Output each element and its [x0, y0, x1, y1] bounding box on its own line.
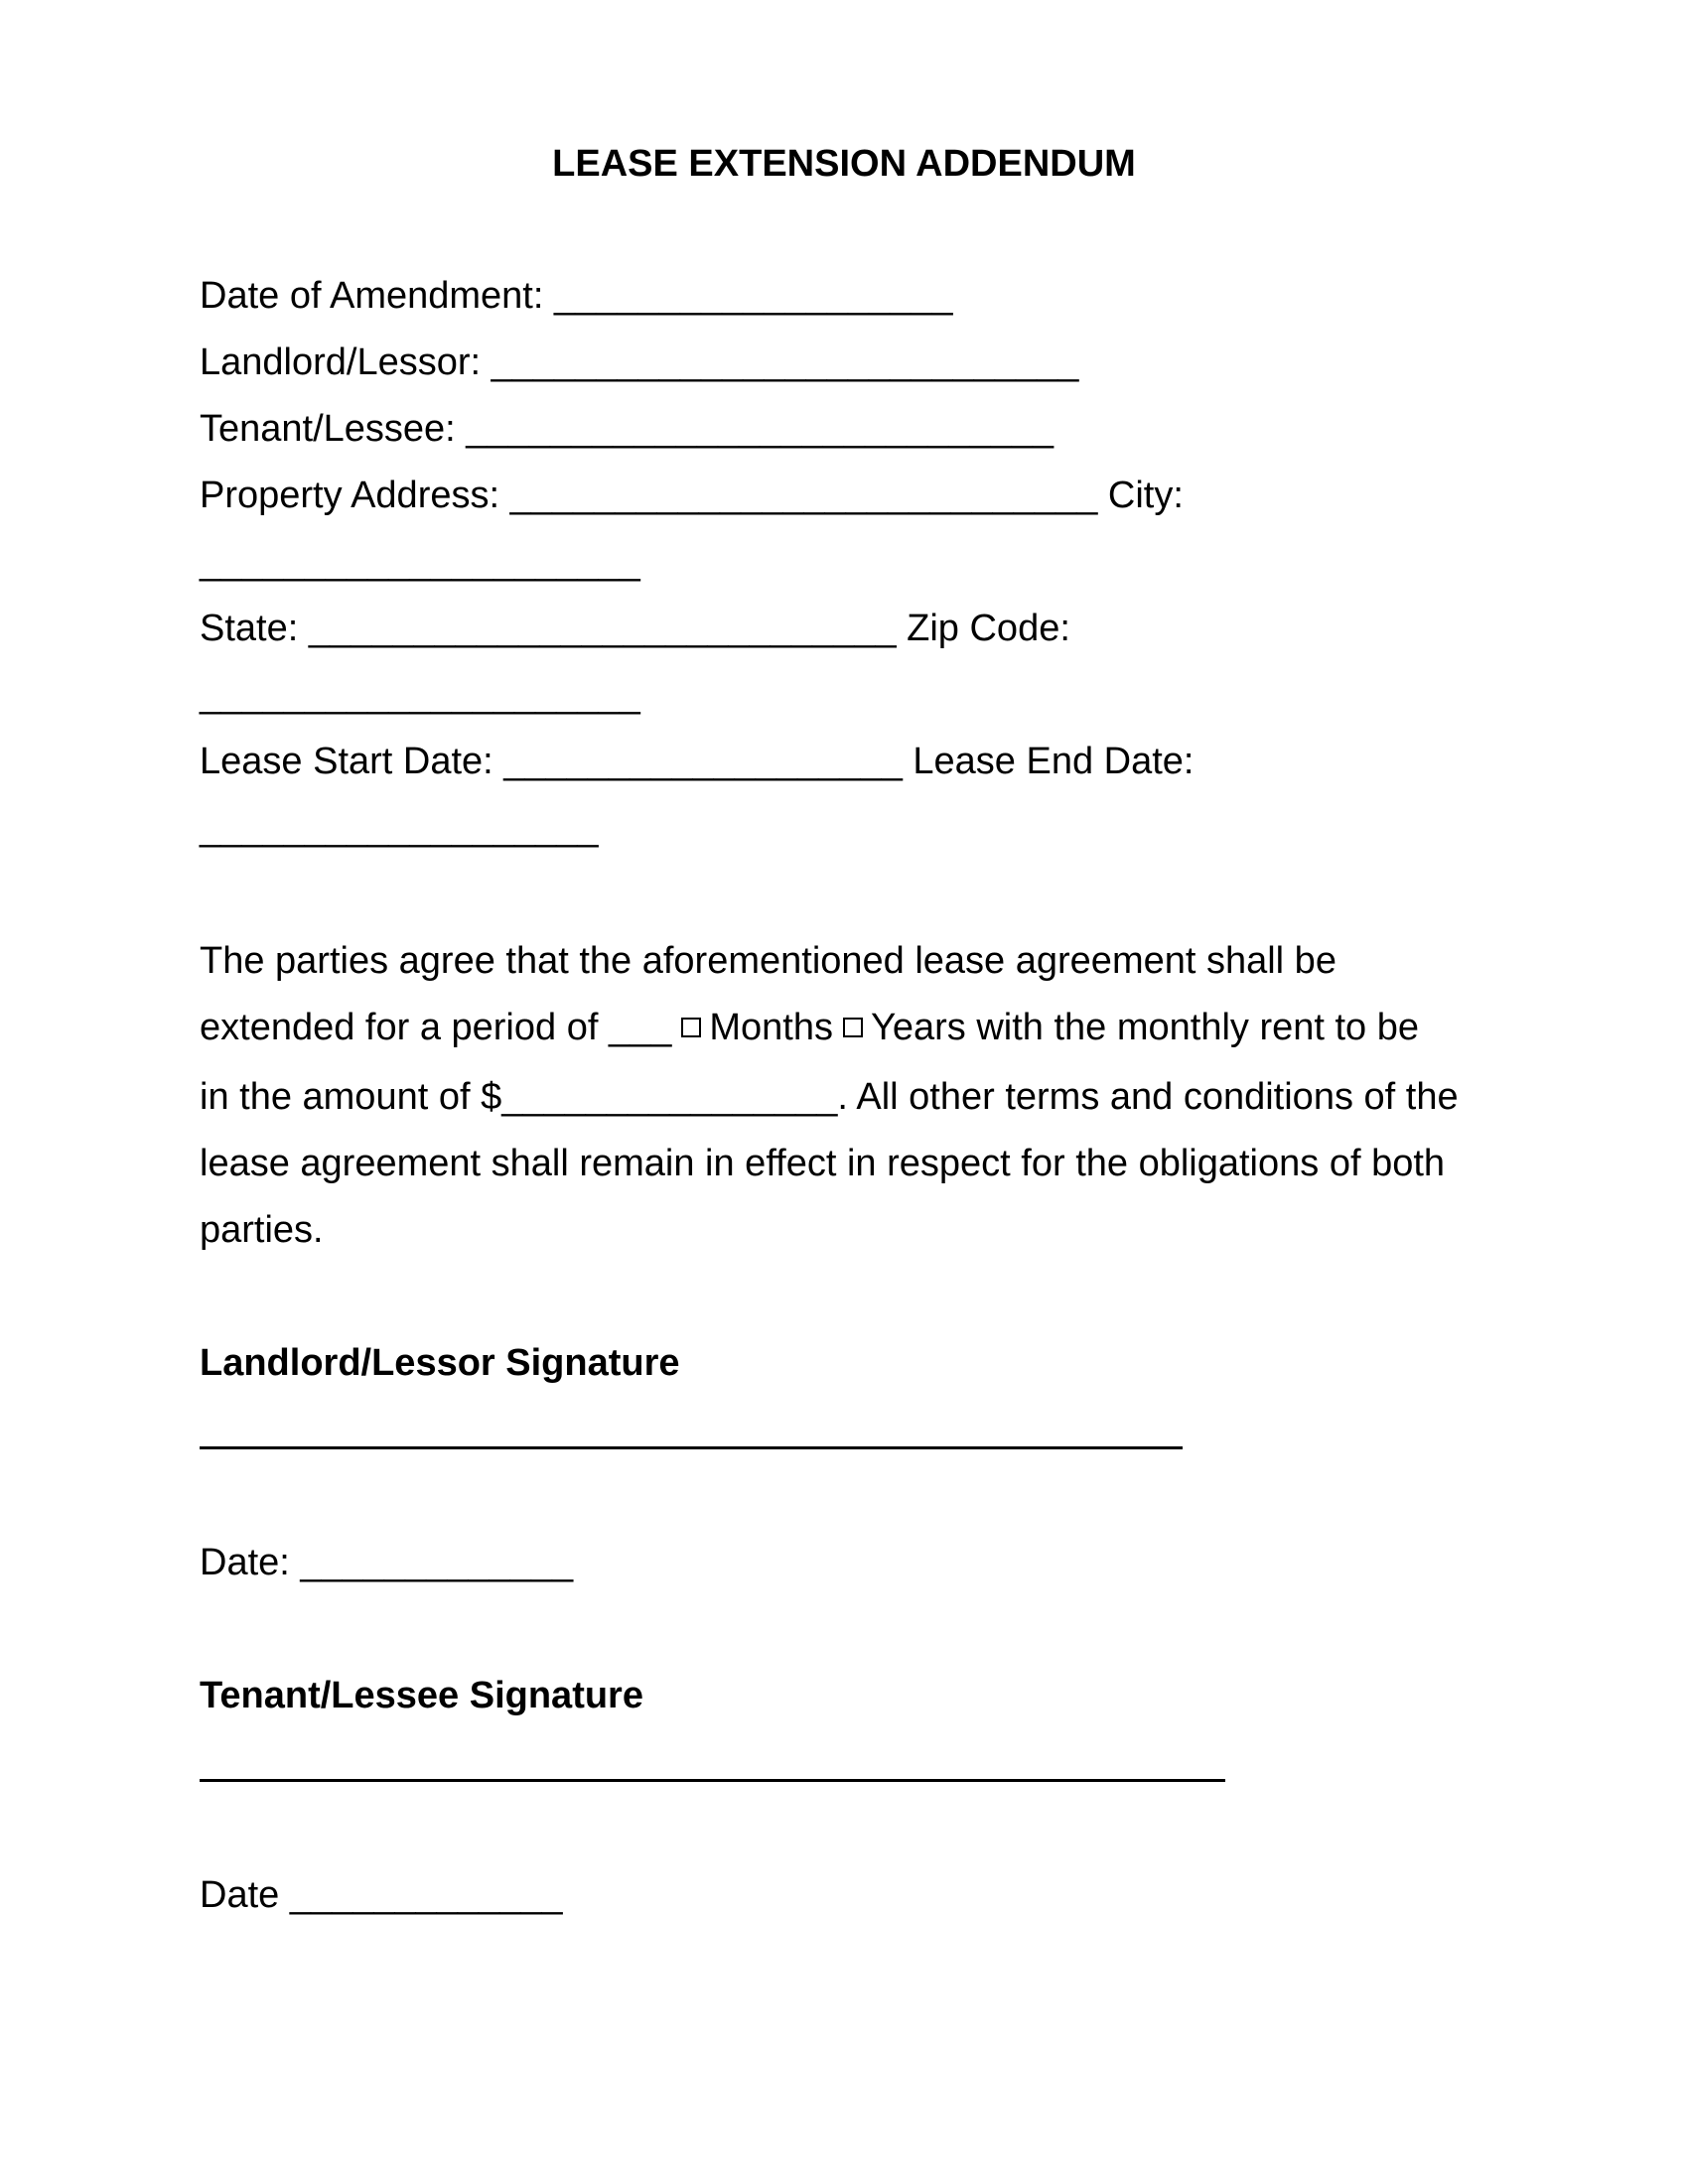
- tenant-field[interactable]: Tenant/Lessee: ____________________________: [200, 408, 1055, 450]
- date-of-amendment-field[interactable]: Date of Amendment: ___________________: [200, 275, 953, 317]
- tenant-date-field[interactable]: Date _____________: [200, 1874, 563, 1916]
- landlord-field[interactable]: Landlord/Lessor: ____________________________: [200, 341, 1079, 383]
- lease-end-date-field[interactable]: ___________________: [200, 807, 599, 849]
- agreement-line-5: parties.: [200, 1209, 324, 1251]
- agreement-line-4: lease agreement shall remain in effect in respect for the obligations of both: [200, 1143, 1446, 1184]
- city-field[interactable]: _____________________: [200, 541, 640, 583]
- agreement-line-2: [200, 1003, 1419, 1052]
- months-checkbox[interactable]: [681, 1018, 701, 1037]
- tenant-signature-heading: Tenant/Lessee Signature: [200, 1675, 643, 1716]
- tenant-signature-line[interactable]: [200, 1779, 1225, 1782]
- extension-period-text[interactable]: extended for a period of ___: [200, 1007, 672, 1048]
- agreement-line-1: The parties agree that the aforementioned lease agreement shall be: [200, 940, 1336, 982]
- state-zip-field[interactable]: State: ____________________________ Zip Code:: [200, 608, 1070, 649]
- landlord-date-field[interactable]: Date: _____________: [200, 1542, 574, 1583]
- zip-code-field[interactable]: _____________________: [200, 674, 640, 716]
- property-address-field[interactable]: Property Address: ____________________________ City:: [200, 475, 1184, 516]
- years-label: Years with the monthly rent to be: [870, 1007, 1420, 1048]
- years-checkbox[interactable]: [843, 1018, 863, 1037]
- months-label: Months: [709, 1007, 833, 1048]
- landlord-signature-heading: Landlord/Lessor Signature: [200, 1342, 680, 1384]
- document-title: LEASE EXTENSION ADDENDUM: [552, 143, 1136, 185]
- agreement-line-3[interactable]: in the amount of $________________. All other terms and conditions of the: [200, 1076, 1459, 1118]
- lease-dates-field[interactable]: Lease Start Date: ___________________ Lease End Date:: [200, 741, 1195, 782]
- landlord-signature-line[interactable]: [200, 1446, 1183, 1449]
